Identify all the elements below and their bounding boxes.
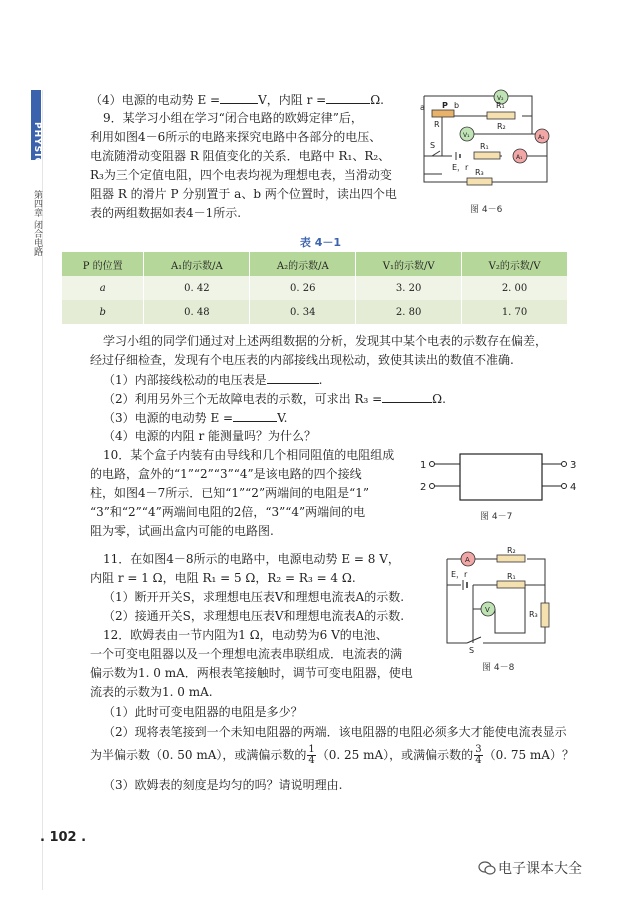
analysis-line2: 经过仔细检查，发现有个电压表的内部接线出现松动，致使其读出的数值不准确.: [90, 353, 514, 367]
q11-sub2: （2）接通开关S，求理想电压表V和理想电流表A的示数.: [103, 609, 405, 623]
table-header-cell: V₁的示数/V: [356, 252, 462, 276]
table-cell: 0. 42: [144, 276, 250, 300]
fig48-label-r2: R₂: [507, 546, 516, 555]
table-header-cell: P 的位置: [62, 252, 144, 276]
table-cell: 1. 70: [462, 300, 568, 324]
table-row: [62, 276, 568, 300]
fig46-label-a1: A₁: [516, 154, 523, 161]
fig46-label-a2: A₂: [538, 134, 545, 141]
q10-line5: 阻为零，试画出盒内可能的电路图.: [90, 524, 274, 538]
page-number: . 102 .: [40, 830, 87, 845]
q11-line1: 11．在如图4－8所示的电路中，电源电动势 E = 8 V，: [103, 552, 400, 566]
table-cell: b: [62, 300, 144, 324]
q9-line2: 利用如图4－6所示的电路来探究电路中各部分的电压、: [90, 130, 382, 144]
table-cell: a: [62, 276, 144, 300]
figure-4-8-caption: 图 4－8: [482, 663, 515, 673]
fig48-label-s: S: [469, 646, 475, 655]
table-cell: 3. 20: [356, 276, 462, 300]
q9-line5: 阻器 R 的滑片 P 分别置于 a、b 两个位置时，读出四个电: [90, 187, 397, 201]
table-4-1: [62, 252, 568, 324]
wechat-icon: [478, 860, 496, 876]
fig46-label-b: b: [454, 101, 460, 110]
table-header-row: [62, 252, 568, 276]
analysis-sub2: （2）利用另外三个无故障电表的示数，可求出 R₃ = Ω.: [103, 392, 446, 406]
q9-line1: 9．某学习小组在学习“闭合电路的欧姆定律”后，: [103, 111, 363, 125]
blank: [220, 92, 258, 104]
table-cell: 0. 48: [144, 300, 250, 324]
q12-line1: 12．欧姆表由一节内阻为1 Ω，电动势为6 V的电池、: [103, 628, 388, 642]
blank: [233, 410, 277, 422]
q12-sub2: （2）现将表笔接到一个未知电阻器的两端．该电阻器的电阻必须多大才能使电流表显示: [103, 725, 567, 739]
table-header-cell: V₂的示数/V: [462, 252, 568, 276]
brand-label: 电子课本大全: [498, 861, 582, 877]
fig48-label-r3: R₃: [529, 610, 538, 619]
table-cell: 2. 80: [356, 300, 462, 324]
q12-line2: 一个可变电阻器以及一个理想电流表串联组成．电流表的满: [90, 647, 403, 661]
q11-sub1: （1）断开开关S，求理想电压表V和理想电流表A的示数.: [103, 590, 405, 604]
q12-sub1: （1）此时可变电阻器的电阻是多少？: [103, 705, 303, 719]
fraction-three-quarters: $\frac{3}{4}$: [475, 744, 482, 766]
q11-line2: 内阻 r = 1 Ω，电阻 R₁ = 5 Ω，R₂ = R₃ = 4 Ω.: [90, 571, 356, 585]
fig48-label-r1: R₁: [507, 572, 516, 581]
fig46-label-s: S: [430, 141, 436, 150]
fig48-label-v: V: [485, 606, 490, 614]
fig46-label-r1: R₁: [496, 101, 505, 110]
table-cell: 2. 00: [462, 276, 568, 300]
q10-line2: 的电路，盒外的“1”“2”“3”“4”是该电路的四个接线: [90, 467, 362, 481]
q12-sub2-continued: 为半偏示数（0. 50 mA），或满偏示数的 $\frac{1}{4}$ （0. 25 mA），或满偏示数的 $\frac{3}{4}$ （0. 75 mA）？: [90, 744, 574, 766]
q8-part4: （4）电源的电动势 E = V，内阻 r = Ω.: [90, 93, 384, 107]
q12-line3: 偏示数为1. 0 mA．两根表笔接触时，调节可变电阻器，使电: [90, 666, 413, 680]
fig46-label-er: E，r: [452, 163, 469, 172]
table-row: [62, 300, 568, 324]
blank: [267, 372, 319, 384]
blank: [326, 92, 370, 104]
sidebar-chapter: 第四章: [32, 190, 42, 217]
table-cell: 0. 26: [250, 276, 356, 300]
fig46-label-r3: R₃: [475, 168, 484, 177]
blank: [382, 391, 432, 403]
analysis-line1: 学习小组的同学们通过对上述两组数据的分析，发现其中某个电表的示数存在偏差，: [103, 334, 548, 348]
table-header-cell: A₁的示数/A: [144, 252, 250, 276]
fig46-label-a: a: [420, 103, 425, 112]
q12-sub3: （3）欧姆表的刻度是均匀的吗？请说明理由.: [103, 778, 343, 792]
table-cell: 0. 34: [250, 300, 356, 324]
figure-4-6-circuit: [412, 86, 562, 200]
fig47-terminal-2: 2: [420, 482, 427, 493]
figure-4-7-caption: 图 4－7: [480, 512, 513, 522]
figure-4-7-box: [420, 452, 580, 504]
fig46-label-r2: R₂: [497, 122, 506, 131]
q9-line6: 表的两组数据如表4－1所示.: [90, 206, 242, 220]
q10-line3: 柱，如图4－7所示．已知“1”“2”两端间的电阻是“1”: [90, 486, 369, 500]
fig47-terminal-1: 1: [420, 460, 427, 471]
fig47-terminal-3: 3: [570, 460, 577, 471]
analysis-sub1: （1）内部接线松动的电压表是 .: [103, 373, 323, 387]
q9-line3: 电流随滑动变阻器 R 阻值变化的关系．电路中 R₁、R₂、: [90, 149, 391, 163]
sidebar-physics-label: PHYSICS: [32, 122, 42, 173]
fig46-label-r1b: R₁: [480, 142, 489, 151]
fig48-label-er: E，r: [451, 570, 468, 579]
fig46-label-p: P: [442, 101, 448, 110]
fig47-terminal-4: 4: [570, 482, 577, 493]
figure-4-8-circuit: [437, 545, 555, 655]
fig46-label-v1: V₁: [463, 132, 470, 139]
fig46-label-r: R: [434, 120, 440, 129]
table-header-cell: A₂的示数/A: [250, 252, 356, 276]
q10-line1: 10．某个盒子内装有由导线和几个相同阻值的电阻组成: [103, 448, 395, 462]
q12-line4: 流表的示数为1. 0 mA.: [90, 685, 213, 699]
fig48-label-a: A: [465, 556, 470, 564]
fraction-one-quarter: $\frac{1}{4}$: [308, 744, 315, 766]
figure-4-6-caption: 图 4－6: [470, 205, 503, 215]
analysis-sub4: （4）电源的内阻 r 能测量吗？为什么？: [103, 429, 317, 443]
table-4-1-title: 表 4－1: [299, 236, 342, 249]
q9-line4: R₃为三个定值电阻，四个电表均视为理想电表，当滑动变: [90, 168, 392, 182]
analysis-sub3: （3）电源的电动势 E = V.: [103, 411, 288, 425]
q10-line4: “3”和“2”“4”两端间电阻的2倍，“3”“4”两端间的电: [90, 505, 366, 519]
fig46-label-v2: V₂: [497, 95, 504, 102]
sidebar-topic: 闭合电路: [32, 219, 42, 256]
